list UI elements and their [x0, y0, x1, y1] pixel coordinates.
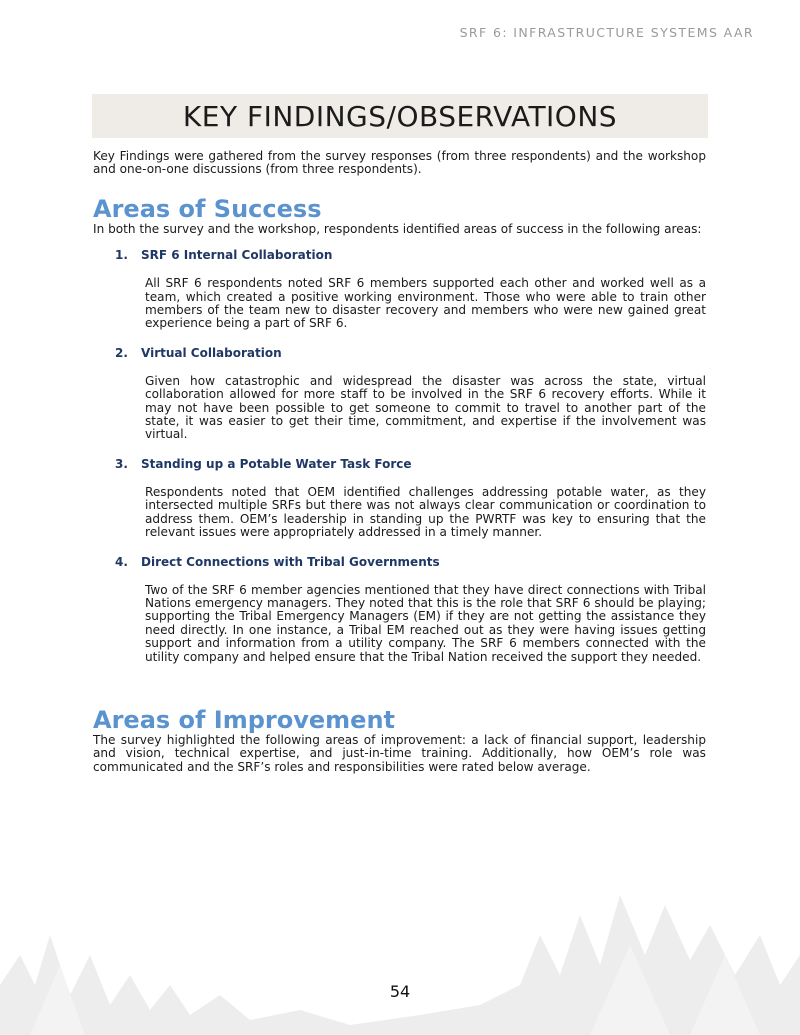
- finding-title: Direct Connections with Tribal Governments: [141, 554, 440, 569]
- areas-of-success-lead: In both the survey and the workshop, respondents identified areas of success in the following areas:: [93, 221, 702, 236]
- areas-of-improvement-paragraph: The survey highlighted the following areas of improvement: a lack of financial support, leadership and vision, technical expertise, and just-in-time training. Additionally, how OEM’s role was communicated and the SRF’s roles and responsibilities were rated below average.: [93, 732, 706, 774]
- running-header: SRF 6: INFRASTRUCTURE SYSTEMS AAR: [459, 25, 754, 40]
- areas-of-improvement-heading: Areas of Improvement: [93, 705, 396, 734]
- finding-title: Standing up a Potable Water Task Force: [141, 456, 412, 471]
- forest-background-illustration: [0, 835, 800, 1035]
- finding-heading: [115, 554, 706, 569]
- finding-number: 1.: [115, 248, 128, 263]
- finding-number: 2.: [115, 345, 128, 360]
- page-number: 54: [389, 982, 411, 1001]
- main-content: [93, 150, 706, 774]
- finding-title: SRF 6 Internal Collaboration: [141, 248, 333, 263]
- finding-heading: [115, 456, 706, 471]
- list-item: [115, 456, 706, 540]
- finding-heading: [115, 345, 706, 360]
- finding-body: All SRF 6 respondents noted SRF 6 members supported each other and worked well as a team, which created a positive working environment. Those who were able to train other members of the team new to disaster recovery and members who were new gained great experience being a part of SRF 6.: [145, 276, 706, 331]
- finding-body: Respondents noted that OEM identified challenges addressing potable water, as they intersected multiple SRFs but there was not always clear communication or coordination to address them. OEM’s leadership in standing up the PWRTF was key to ensuring that the relevant issues were appropriately addressed in a timely manner.: [145, 484, 706, 540]
- finding-body: Given how catastrophic and widespread the disaster was across the state, virtual collaboration allowed for more staff to be involved in the SRF 6 recovery efforts. While it may not have been possible to get someone to commit to travel to another part of the state, it was easier to get their time, commitment, and expertise if the involvement was virtual.: [145, 373, 706, 442]
- intro-paragraph: Key Findings were gathered from the survey responses (from three respondents) and the workshop and one-on-one discussions (from three respondents).: [93, 149, 706, 177]
- list-item: [115, 345, 706, 442]
- success-findings-list: [93, 248, 706, 664]
- finding-number: 3.: [115, 456, 128, 471]
- finding-body: Two of the SRF 6 member agencies mentioned that they have direct connections with Tribal Nations emergency managers. They noted that this is the role that SRF 6 should be playing; supporting the Tribal Emergency Managers (EM) if they are not getting the assistance they need directly. In one instance, a Tribal EM reached out as they were having issues getting support and information from a utility company. The SRF 6 members connected with the utility company and helped ensure that the Tribal Nation received the support they needed.: [145, 582, 706, 664]
- areas-of-success-heading: Areas of Success: [93, 194, 322, 223]
- finding-number: 4.: [115, 554, 128, 569]
- page-title: KEY FINDINGS/OBSERVATIONS: [182, 99, 618, 133]
- finding-title: Virtual Collaboration: [141, 345, 282, 360]
- list-item: [115, 554, 706, 664]
- finding-heading: [115, 248, 706, 263]
- list-item: [115, 248, 706, 331]
- title-banner: [92, 94, 708, 138]
